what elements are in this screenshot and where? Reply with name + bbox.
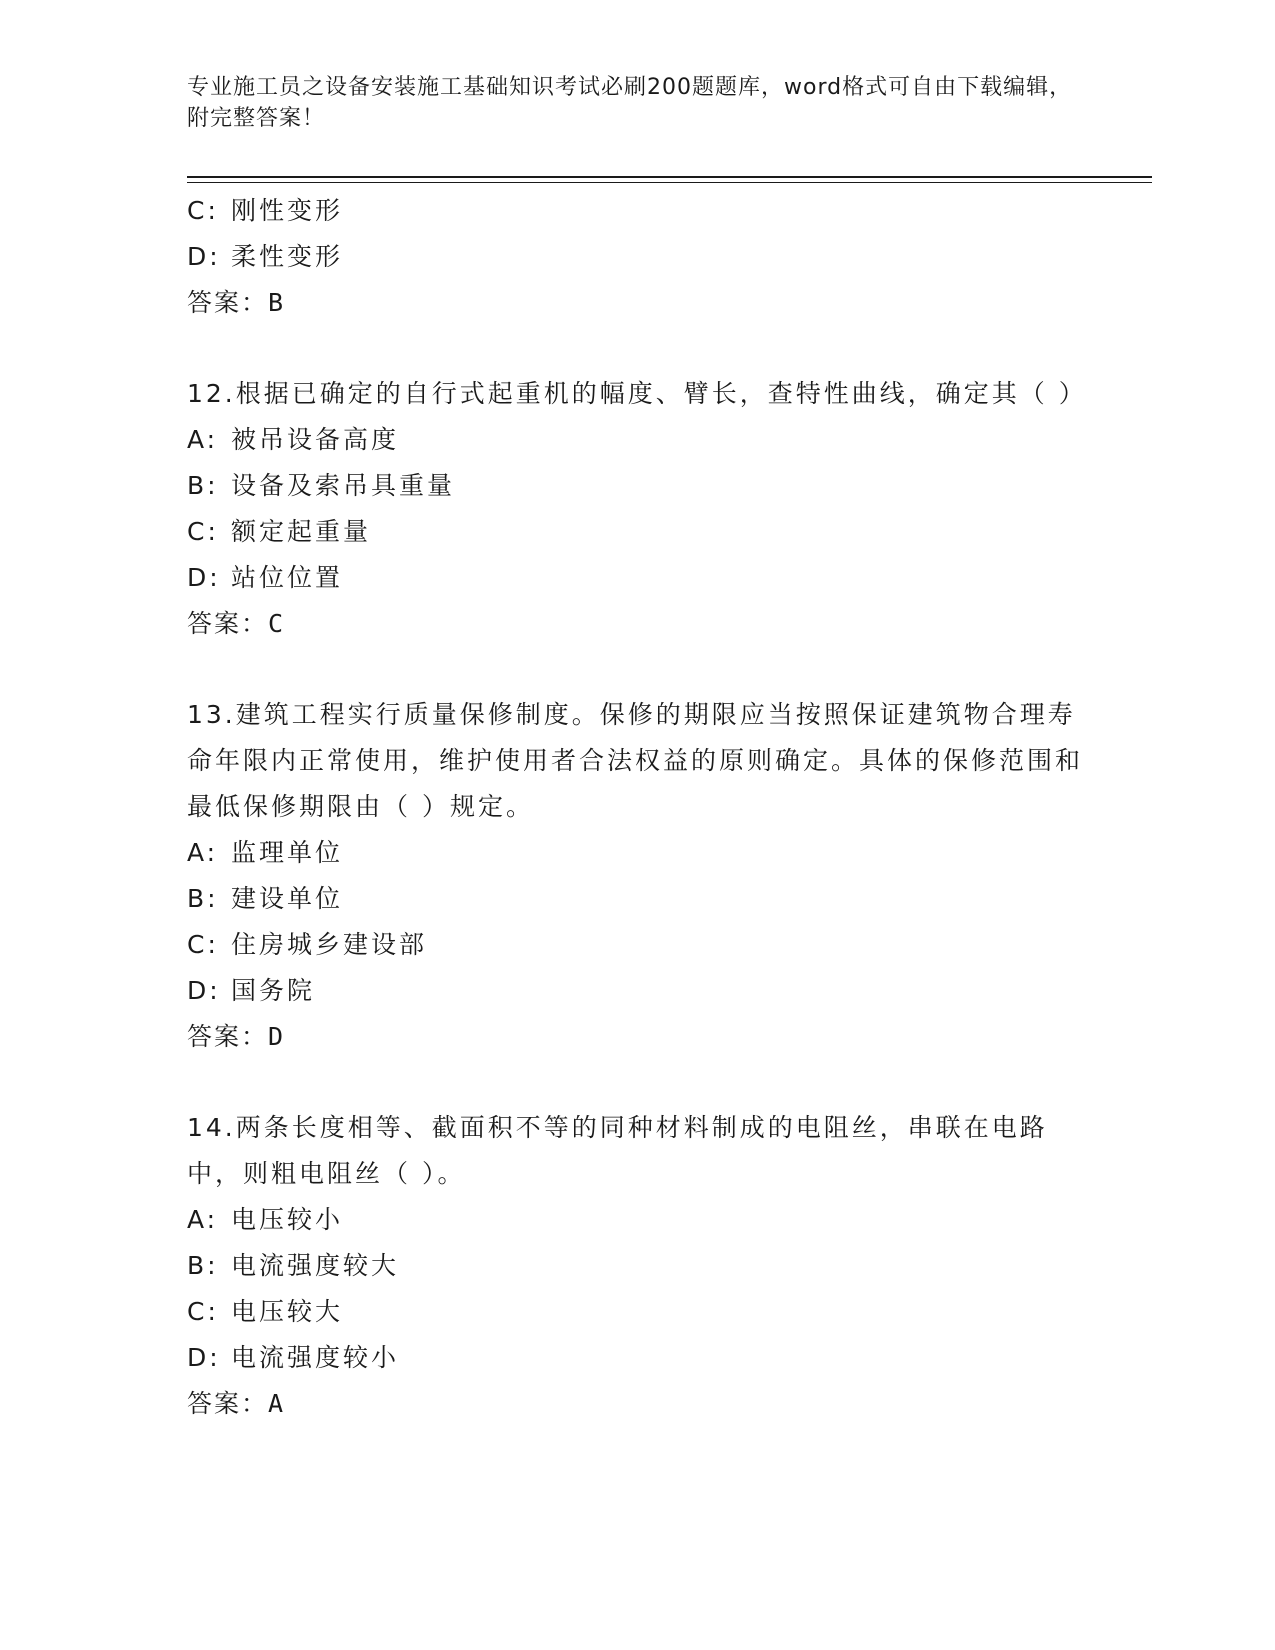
option-a [187, 417, 1087, 463]
option-letter: A: [187, 838, 219, 867]
option-letter: A: [187, 1205, 219, 1234]
option-letter: A: [187, 425, 219, 454]
document-header [187, 72, 1087, 134]
option-text: 电流强度较大 [231, 1251, 400, 1280]
option-letter: B: [187, 884, 219, 913]
answer-line [187, 1014, 1087, 1060]
question-partial [187, 188, 1087, 326]
option-a [187, 1197, 1087, 1243]
option-text: 柔性变形 [231, 242, 344, 271]
option-text: 电压较大 [231, 1297, 344, 1326]
answer-label: 答案： [187, 609, 269, 638]
option-text: 刚性变形 [231, 196, 344, 225]
option-letter: C: [187, 196, 219, 225]
answer-value: D [268, 1022, 286, 1051]
option-letter: D: [187, 563, 221, 592]
spacer [187, 647, 1087, 692]
spacer [187, 1060, 1087, 1105]
header-divider-thick [187, 176, 1152, 178]
question-13 [187, 692, 1087, 1060]
option-letter: D: [187, 1343, 221, 1372]
question-stem: 13.建筑工程实行质量保修制度。保修的期限应当按照保证建筑物合理寿命年限内正常使用，维护使用者合法权益的原则确定。具体的保修范围和最低保修期限由（ ）规定。 [187, 700, 1084, 821]
option-text: 设备及索吊具重量 [231, 471, 456, 500]
option-c [187, 1289, 1087, 1335]
option-d [187, 1335, 1087, 1381]
option-text: 国务院 [231, 976, 316, 1005]
document-body [187, 188, 1087, 1427]
option-letter: D: [187, 242, 221, 271]
answer-line [187, 1381, 1087, 1427]
answer-value: A [268, 1389, 286, 1418]
option-d [187, 555, 1087, 601]
option-letter: C: [187, 1297, 219, 1326]
option-c [187, 922, 1087, 968]
option-text: 被吊设备高度 [231, 425, 400, 454]
option-text: 监理单位 [231, 838, 344, 867]
option-letter: C: [187, 930, 219, 959]
option-d [187, 234, 1087, 280]
option-a [187, 830, 1087, 876]
header-title: 专业施工员之设备安装施工基础知识考试必刷200题题库，word格式可自由下载编辑，附完整答案！ [187, 75, 1073, 131]
answer-label: 答案： [187, 288, 269, 317]
option-letter: D: [187, 976, 221, 1005]
option-text: 建设单位 [231, 884, 344, 913]
option-b [187, 1243, 1087, 1289]
option-c [187, 509, 1087, 555]
option-d [187, 968, 1087, 1014]
option-text: 电流强度较小 [231, 1343, 400, 1372]
question-stem: 12.根据已确定的自行式起重机的幅度、臂长，查特性曲线，确定其（ ） [187, 379, 1087, 408]
option-letter: C: [187, 517, 219, 546]
option-text: 站位位置 [231, 563, 344, 592]
option-letter: B: [187, 1251, 219, 1280]
option-letter: B: [187, 471, 219, 500]
option-text: 电压较小 [231, 1205, 344, 1234]
answer-value: B [268, 288, 286, 317]
option-text: 住房城乡建设部 [231, 930, 428, 959]
answer-label: 答案： [187, 1022, 269, 1051]
option-b [187, 463, 1087, 509]
option-text: 额定起重量 [231, 517, 372, 546]
answer-value: C [268, 609, 286, 638]
answer-label: 答案： [187, 1389, 269, 1418]
question-stem: 14.两条长度相等、截面积不等的同种材料制成的电阻丝，串联在电路中，则粗电阻丝（ ）。 [187, 1113, 1048, 1188]
answer-line [187, 601, 1087, 647]
question-12 [187, 371, 1087, 647]
option-c [187, 188, 1087, 234]
answer-line [187, 280, 1087, 326]
option-b [187, 876, 1087, 922]
header-divider-thin [187, 182, 1152, 183]
question-14 [187, 1105, 1087, 1427]
spacer [187, 326, 1087, 371]
